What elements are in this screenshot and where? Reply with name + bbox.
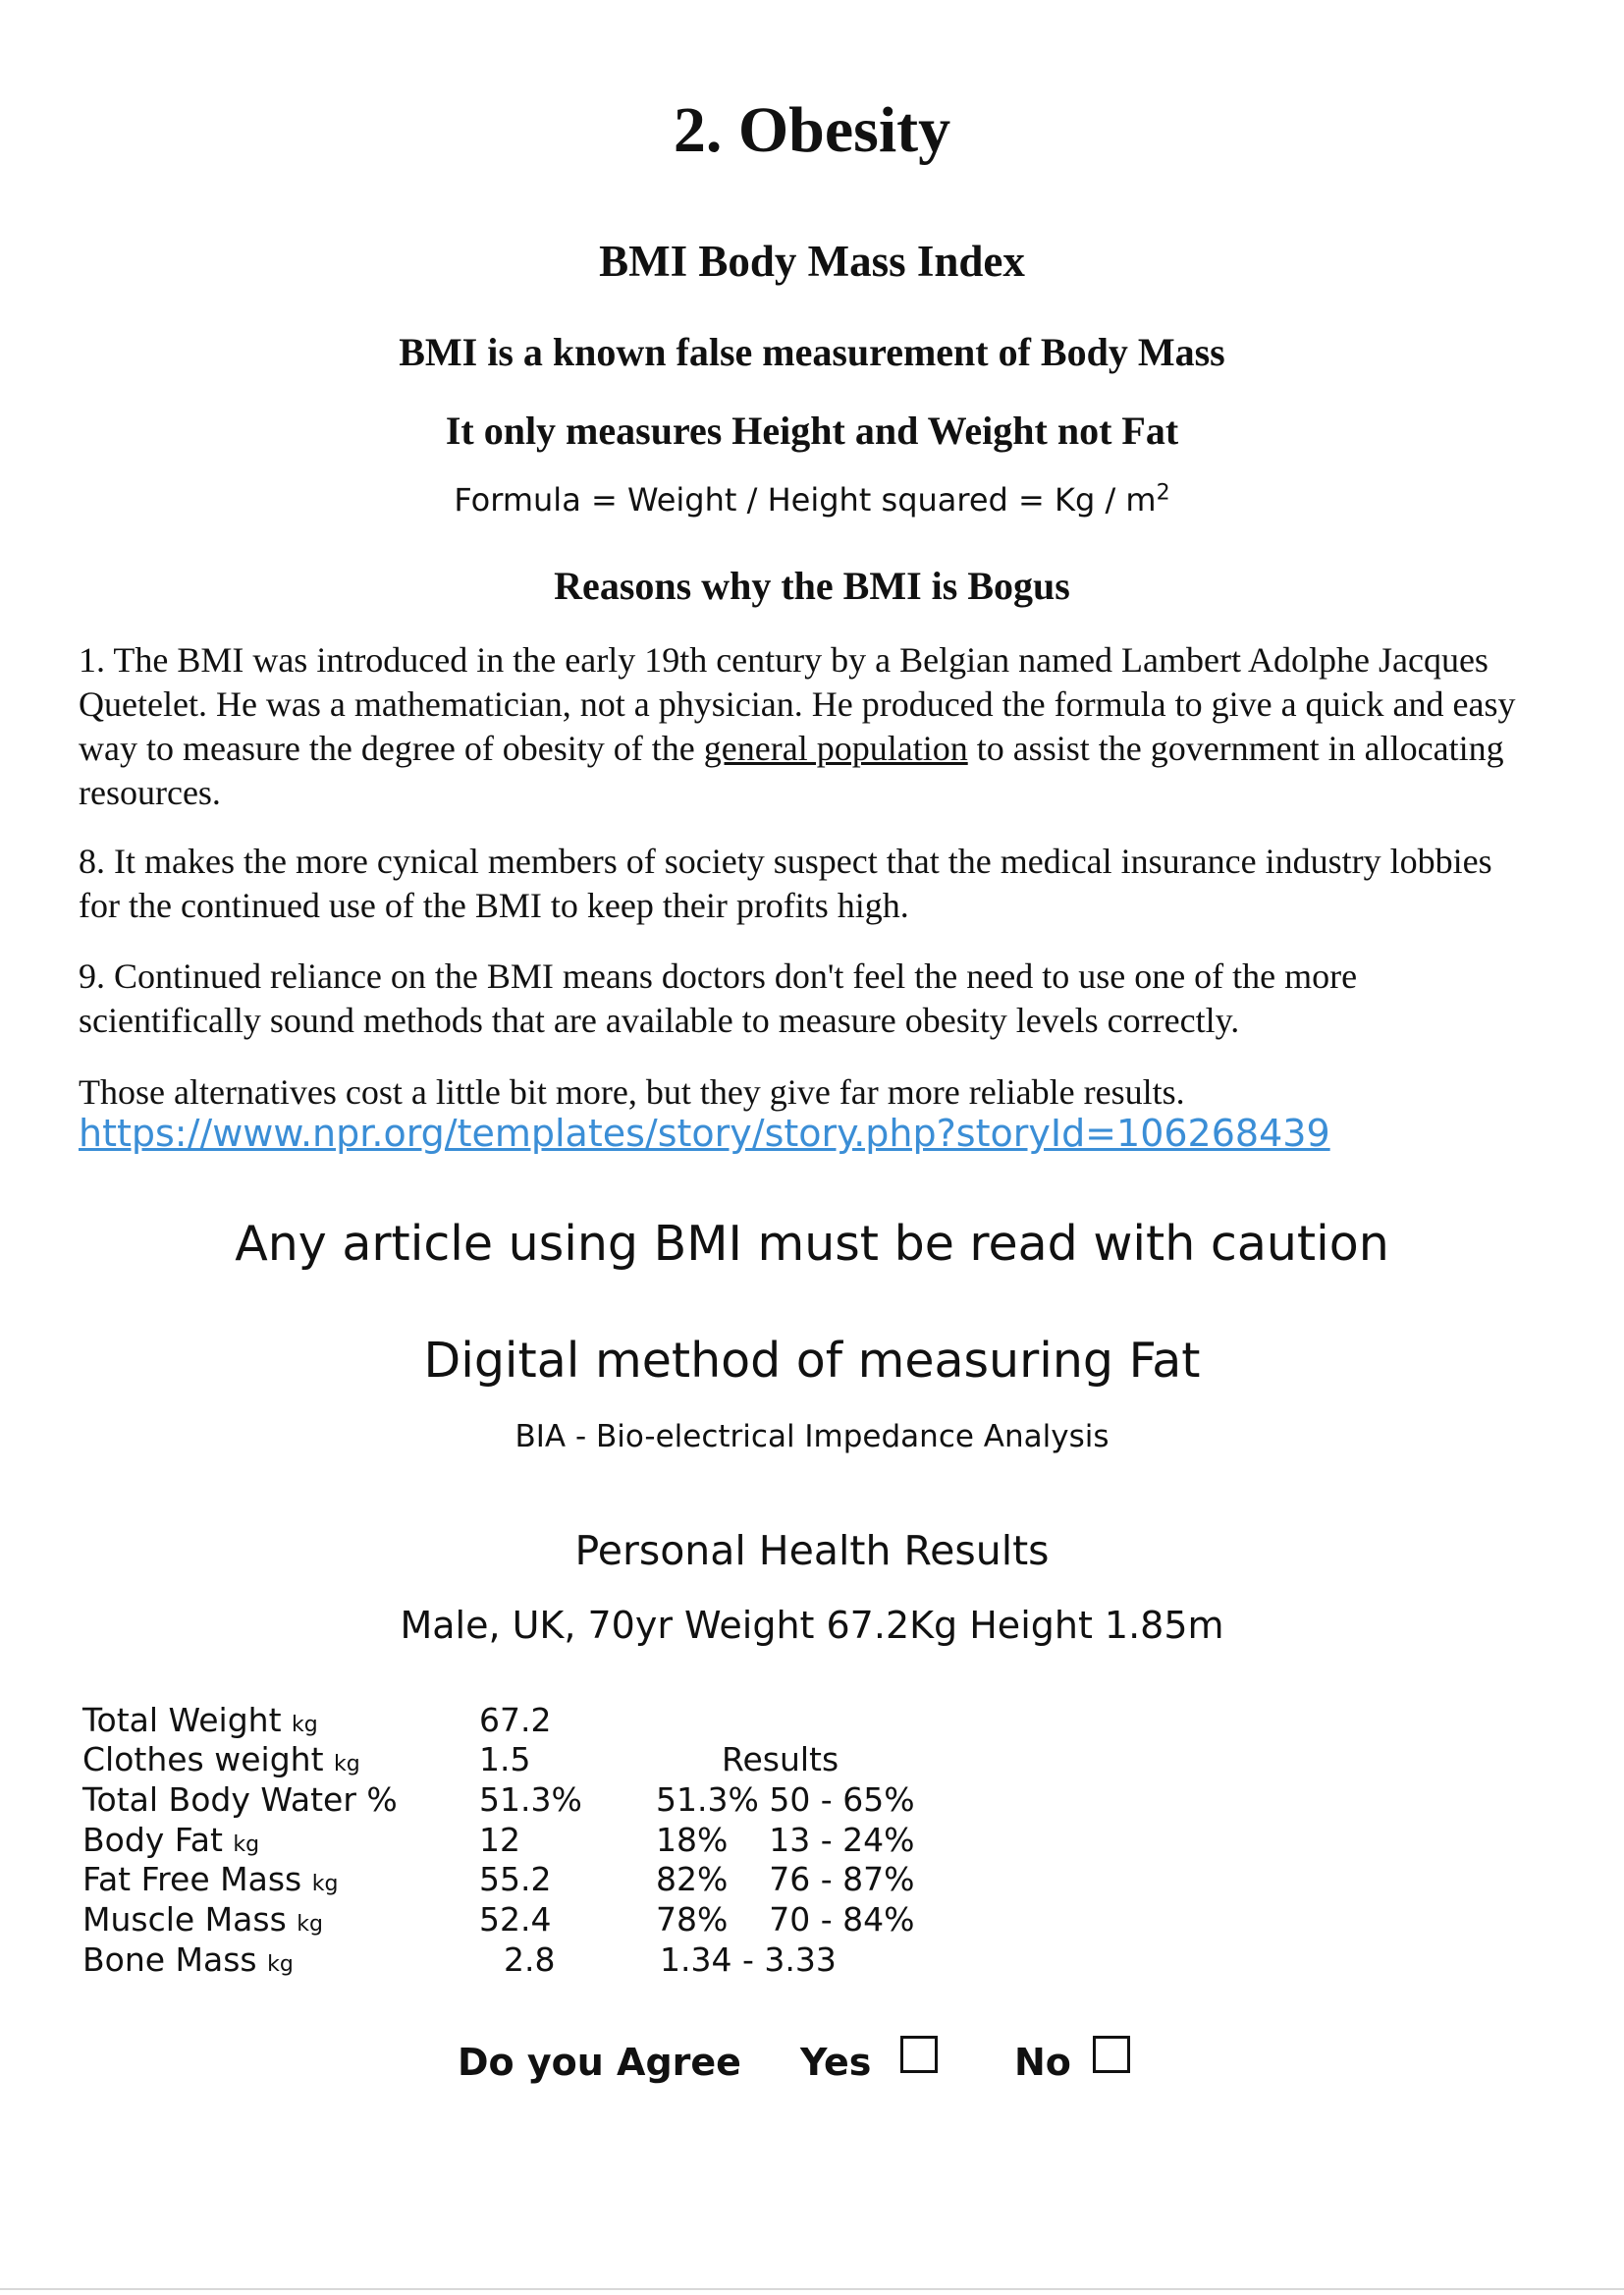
reason-1-text-start: 1. The BMI was introduced in the early 19th century by a Belgian named Lambert Adolphe Jacques Quetelet. He was a mathematician, not a physician. He produced the formula to give a quick and easy way to measure the degree of obesity of the: [79, 640, 1516, 768]
agree-question: Do you Agree: [458, 2041, 741, 2084]
reasons-heading: Reasons why the BMI is Bogus: [554, 564, 1070, 608]
reason-1-underlined-text: general population: [703, 729, 968, 768]
unit-label: kg: [292, 1713, 318, 1737]
table-row-label: Total Body Water %: [82, 1780, 398, 1819]
page-title: 2. Obesity: [673, 94, 951, 166]
caution-heading: Any article using BMI must be read with caution: [235, 1216, 1389, 1272]
reason-1-text-end: to assist the government in allocating resources.: [79, 729, 1504, 812]
table-row-result: 18% 13 - 24%: [656, 1821, 915, 1859]
unit-label: kg: [233, 1832, 260, 1857]
no-label: No: [1014, 2041, 1071, 2084]
table-row-value: 67.2: [479, 1701, 552, 1739]
table-row-value: 51.3%: [479, 1780, 582, 1819]
table-row-label: Fat Free Mass kg: [82, 1860, 339, 1898]
bia-subheading: BIA - Bio-electrical Impedance Analysis: [514, 1419, 1110, 1454]
source-link[interactable]: https://www.npr.org/templates/story/story.php?storyId=106268439: [79, 1112, 1330, 1155]
table-row-value: 1.5: [479, 1740, 531, 1778]
unit-label: kg: [334, 1752, 360, 1776]
digital-method-heading: Digital method of measuring Fat: [423, 1333, 1201, 1389]
reason-paragraph-9: 9. Continued reliance on the BMI means doctors don't feel the need to use one of the more scientifically sound methods that are available to measure obesity levels correctly.: [79, 956, 1358, 1040]
reason-paragraph-8: 8. It makes the more cynical members of society suspect that the medical insurance industry lobbies for the continued use of the BMI to keep their profits high.: [79, 842, 1492, 925]
results-column-header: Results: [722, 1740, 839, 1778]
table-row-result: 51.3% 50 - 65%: [656, 1780, 915, 1819]
table-row-label: Total Weight kg: [82, 1701, 318, 1739]
page-bottom-edge: [0, 2288, 1624, 2290]
table-row-label: Muscle Mass kg: [82, 1900, 323, 1939]
table-row-value: 2.8: [504, 1940, 556, 1979]
table-row-result: 82% 76 - 87%: [656, 1860, 915, 1898]
bmi-formula: [0, 481, 1624, 519]
table-row-value: 12: [479, 1821, 520, 1859]
formula-superscript: 2: [1156, 480, 1170, 506]
bmi-claim-line-1: BMI is a known false measurement of Body Mass: [399, 330, 1225, 374]
section-subtitle: BMI Body Mass Index: [599, 237, 1025, 286]
yes-label: Yes: [800, 2041, 872, 2084]
table-row-label: Clothes weight kg: [82, 1740, 360, 1778]
yes-checkbox[interactable]: [900, 2036, 938, 2073]
table-row-label: Bone Mass kg: [82, 1940, 294, 1979]
unit-label: kg: [311, 1872, 339, 1896]
table-row-value: 55.2: [479, 1860, 552, 1898]
table-row-result: 78% 70 - 84%: [656, 1900, 915, 1939]
table-row-result: 1.34 - 3.33: [660, 1940, 837, 1979]
reason-paragraph-1: [79, 638, 1542, 815]
personal-profile: Male, UK, 70yr Weight 67.2Kg Height 1.85m: [400, 1604, 1224, 1647]
bmi-claim-line-2: It only measures Height and Weight not Fat: [445, 409, 1179, 453]
unit-label: kg: [297, 1912, 323, 1937]
unit-label: kg: [267, 1952, 294, 1977]
formula-text: Formula = Weight / Height squared = Kg / m: [454, 481, 1157, 519]
table-row-label: Body Fat kg: [82, 1821, 260, 1859]
health-results-heading: Personal Health Results: [574, 1527, 1050, 1574]
table-row-value: 52.4: [479, 1900, 552, 1939]
closing-paragraph: Those alternatives cost a little bit more, but they give far more reliable results.: [79, 1072, 1185, 1112]
no-checkbox[interactable]: [1093, 2036, 1130, 2073]
